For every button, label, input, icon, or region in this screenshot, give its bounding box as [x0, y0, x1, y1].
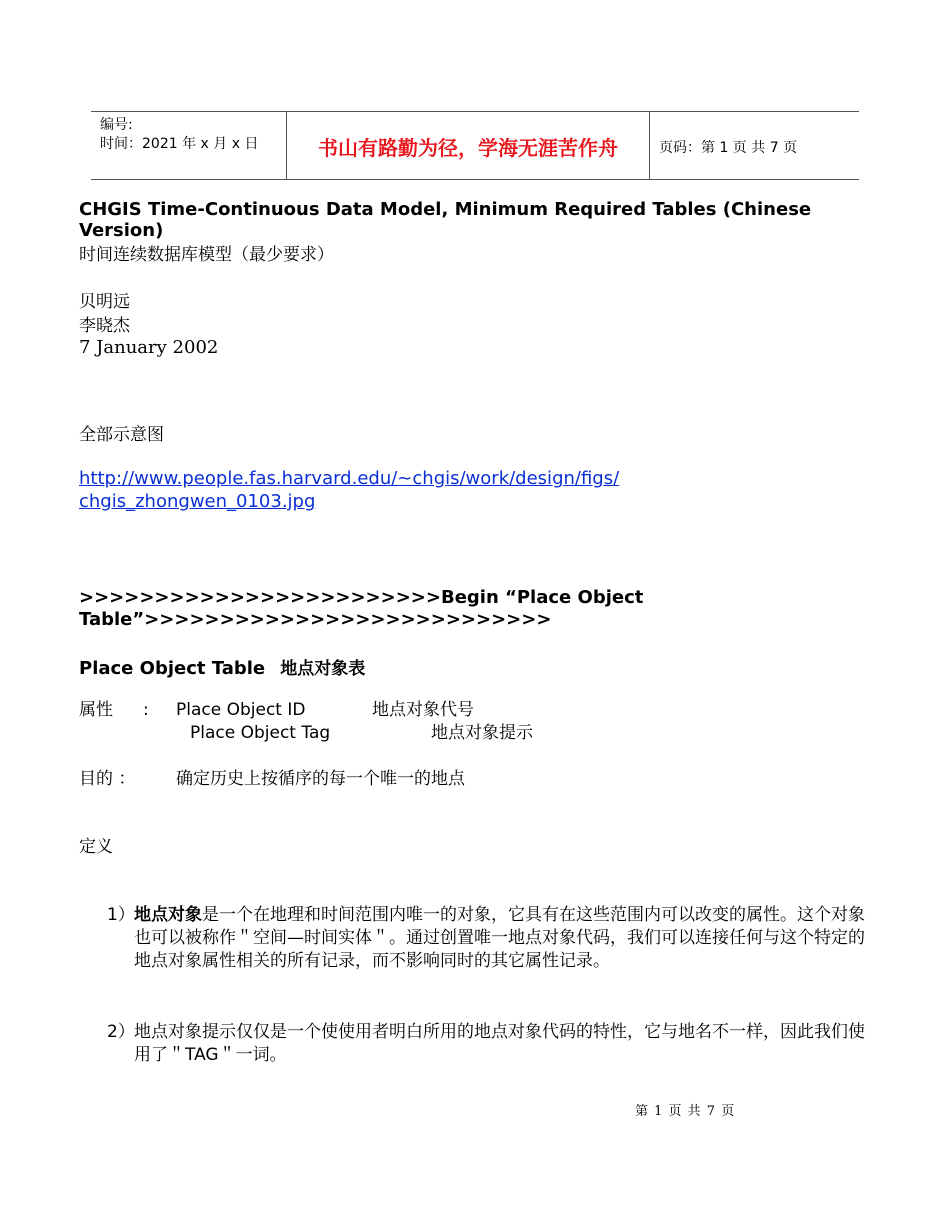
section-title [79, 654, 365, 679]
overview-link-line-1: http://www.people.fas.harvard.edu/~chgis/work/design/figs/ [79, 468, 620, 489]
definition-item-1-text: 是一个在地理和时间范围内唯一的对象，它具有在这些范围内可以改变的属性。这个对象也可以被称作＂空间—时间实体＂。通过创置唯一地点对象代码，我们可以连接任何与这个特定的地点对象属性相关的所有记录，而不影响同时的其它属性记录。 [134, 905, 865, 971]
definition-item-1-number: 1） [107, 905, 135, 925]
attr-2-en: Place Object Tag [190, 723, 331, 743]
begin-marker [79, 587, 643, 631]
time-label: 时间：2021 年 x 月 x 日 [100, 136, 259, 152]
definition-item-2-text: 地点对象提示仅仅是一个使使用者明白所用的地点对象代码的特性，它与地名不一样，因此我们使用了＂TAG＂一词。 [134, 1022, 865, 1065]
definition-item-1-term: 地点对象 [134, 905, 202, 925]
overview-link-line-2: chgis_zhongwen_0103.jpg [79, 491, 316, 512]
definition-item-2 [107, 1021, 867, 1067]
author-1: 贝明远 [79, 292, 130, 312]
header-motto: 书山有路勤为径，学海无涯苦作舟 [287, 112, 650, 179]
header-table [91, 111, 859, 180]
definition-item-2-number: 2） [107, 1022, 135, 1042]
attr-colon: : [143, 700, 149, 720]
header-page-info: 页码：第 1 页 共 7 页 [659, 139, 798, 156]
begin-marker-line-2: Table”>>>>>>>>>>>>>>>>>>>>>>>>>>> [79, 609, 552, 630]
page-footer: 第 1 页 共 7 页 [635, 1104, 736, 1119]
purpose-label: 目的 ： [79, 769, 136, 789]
overview-label: 全部示意图 [79, 425, 164, 445]
document-subtitle: 时间连续数据库模型（最少要求） [79, 245, 334, 265]
document-date: 7 January 2002 [79, 337, 219, 358]
begin-marker-line-1: >>>>>>>>>>>>>>>>>>>>>>>>Begin “Place Object [79, 587, 644, 608]
section-title-zh: 地点对象表 [280, 659, 366, 679]
definition-label: 定义 [79, 837, 113, 857]
author-2: 李晓杰 [79, 316, 130, 336]
attr-label: 属性 [79, 700, 113, 720]
section-title-en: Place Object Table [79, 658, 266, 679]
attr-1-en: Place Object ID [176, 700, 306, 720]
attr-1-zh: 地点对象代号 [372, 700, 474, 720]
purpose-text: 确定历史上按循序的每一个唯一的地点 [176, 769, 465, 789]
number-label: 编号: [100, 117, 133, 133]
overview-link[interactable] [79, 467, 619, 513]
definition-item-1 [107, 904, 867, 973]
attr-2-zh: 地点对象提示 [431, 723, 533, 743]
header-meta-cell [91, 112, 287, 179]
document-title: CHGIS Time-Continuous Data Model, Minimum Required Tables (Chinese Version) [79, 199, 812, 241]
